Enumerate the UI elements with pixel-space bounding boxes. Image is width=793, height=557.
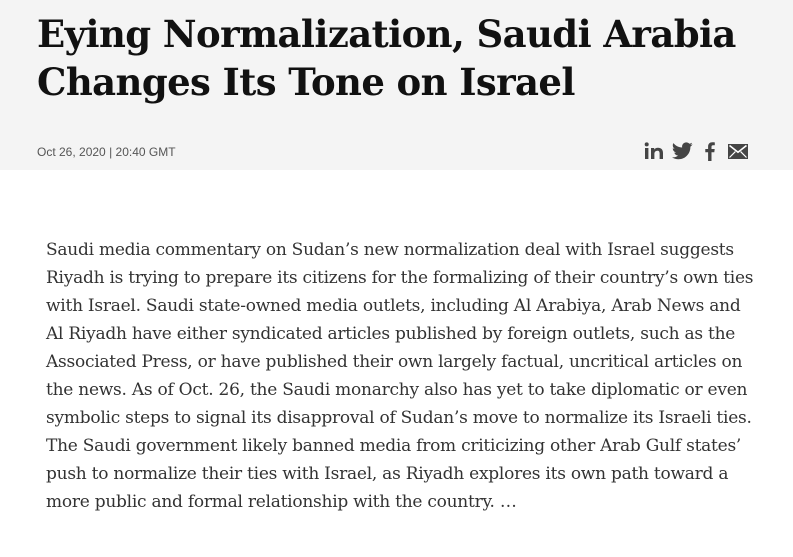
dateline-separator: | [109, 145, 113, 159]
article-header [0, 0, 793, 170]
share-linkedin-button[interactable] [643, 140, 665, 162]
twitter-icon [672, 142, 693, 160]
article-title: Eying Normalization, Saudi Arabia Changes Its Tone on Israel [37, 12, 736, 104]
facebook-icon [704, 142, 716, 161]
article-time: 20:40 GMT [115, 145, 176, 159]
share-email-button[interactable] [727, 140, 749, 162]
share-twitter-button[interactable] [671, 140, 693, 162]
article-dateline [37, 145, 176, 159]
share-facebook-button[interactable] [699, 140, 721, 162]
linkedin-icon [644, 142, 664, 160]
article-date: Oct 26, 2020 [37, 145, 106, 159]
email-icon [728, 144, 748, 159]
article-body: Saudi media commentary on Sudan’s new normalization deal with Israel suggests Riyadh is trying to prepare its citizens for the formalizing of their country’s own ties with Israel. Saudi state-owned media outlets, including Al Arabiya, Arab News and Al Riyadh have either syndicated articles published by foreign outlets, such as the Associated Press, or have published their own largely factual, uncritical articles on the news. As of Oct. 26, the Saudi monarchy also has yet to take diplomatic or even symbolic steps to signal its disapproval of Sudan’s move to normalize its Israeli ties. The Saudi government likely banned media from criticizing other Arab Gulf states’ push to normalize their ties with Israel, as Riyadh explores its own path toward a more public and formal relationship with the country. … [46, 240, 754, 512]
